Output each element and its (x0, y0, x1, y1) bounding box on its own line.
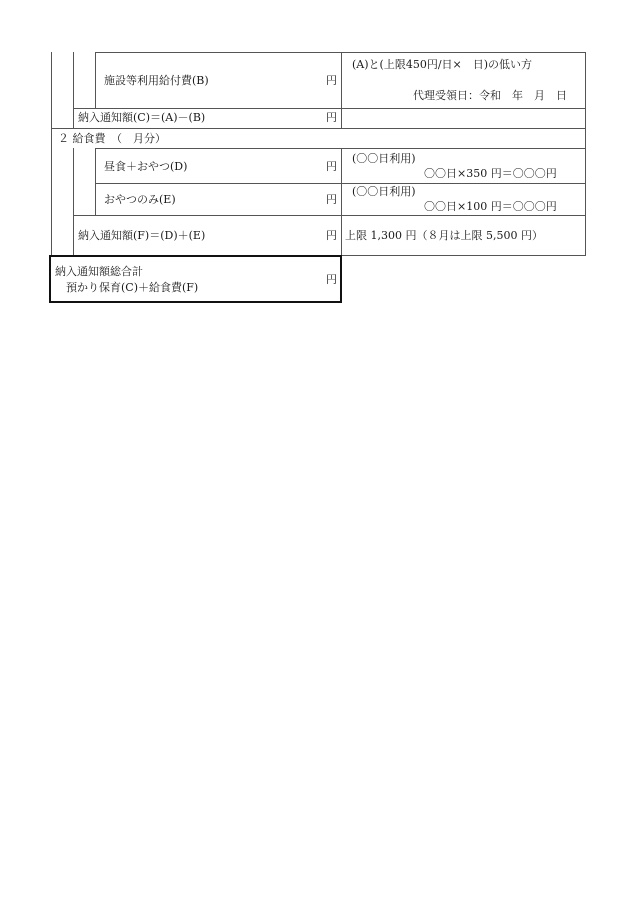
note-column-line-lower (341, 148, 342, 255)
row-d-unit: 円 (326, 160, 337, 173)
row-b-bottom (73, 108, 586, 109)
row-f-unit: 円 (326, 229, 337, 242)
indent-line-2 (73, 148, 74, 255)
inner-indent-line-2 (95, 148, 96, 215)
indent-line-1 (73, 52, 74, 128)
row-b-unit: 円 (326, 74, 337, 87)
total-line1: 納入通知額総合計 (55, 265, 143, 278)
row-b-note-line2: 代理受領日：令和 年 月 日 (413, 89, 567, 102)
row-c-label: 納入通知額(C)＝(A)－(B) (78, 111, 206, 124)
inner-indent-line-1 (95, 52, 96, 108)
table-border-left-lower (51, 128, 52, 255)
total-unit: 円 (326, 273, 337, 286)
row-b-note-line1: (A)と(上限450円/日× 日)の低い方 (352, 58, 533, 71)
row-d-note-line1: (〇〇日利用) (352, 152, 416, 165)
section2-heading: ２ 給食費 （ 月分） (58, 132, 166, 145)
row-e-bottom (73, 215, 586, 216)
table-border-right (585, 52, 586, 128)
row-e-note-line1: (〇〇日利用) (352, 185, 416, 198)
row-e-label: おやつのみ(E) (104, 193, 176, 206)
row-c-unit: 円 (326, 111, 337, 124)
total-line2: 預かり保育(C)＋給食費(F) (66, 281, 199, 294)
row-c-bottom (51, 128, 586, 129)
section2-bottom (95, 148, 586, 149)
row-d-bottom (95, 183, 586, 184)
table-border-left (51, 52, 52, 128)
row-e-note-line2: 〇〇日×100 円＝〇〇〇円 (424, 200, 557, 213)
row-d-label: 昼食＋おやつ(D) (104, 160, 188, 173)
row-d-note-line2: 〇〇日×350 円＝〇〇〇円 (424, 167, 557, 180)
row-f-bottom (341, 255, 586, 256)
row-b-label: 施設等利用給付費(B) (104, 74, 209, 87)
total-box (49, 255, 342, 303)
row-b-top (95, 52, 586, 53)
row-e-unit: 円 (326, 193, 337, 206)
row-f-note: 上限 1,300 円（８月は上限 5,500 円） (345, 229, 543, 242)
row-f-label: 納入通知額(F)＝(D)＋(E) (78, 229, 206, 242)
note-column-line (341, 52, 342, 128)
